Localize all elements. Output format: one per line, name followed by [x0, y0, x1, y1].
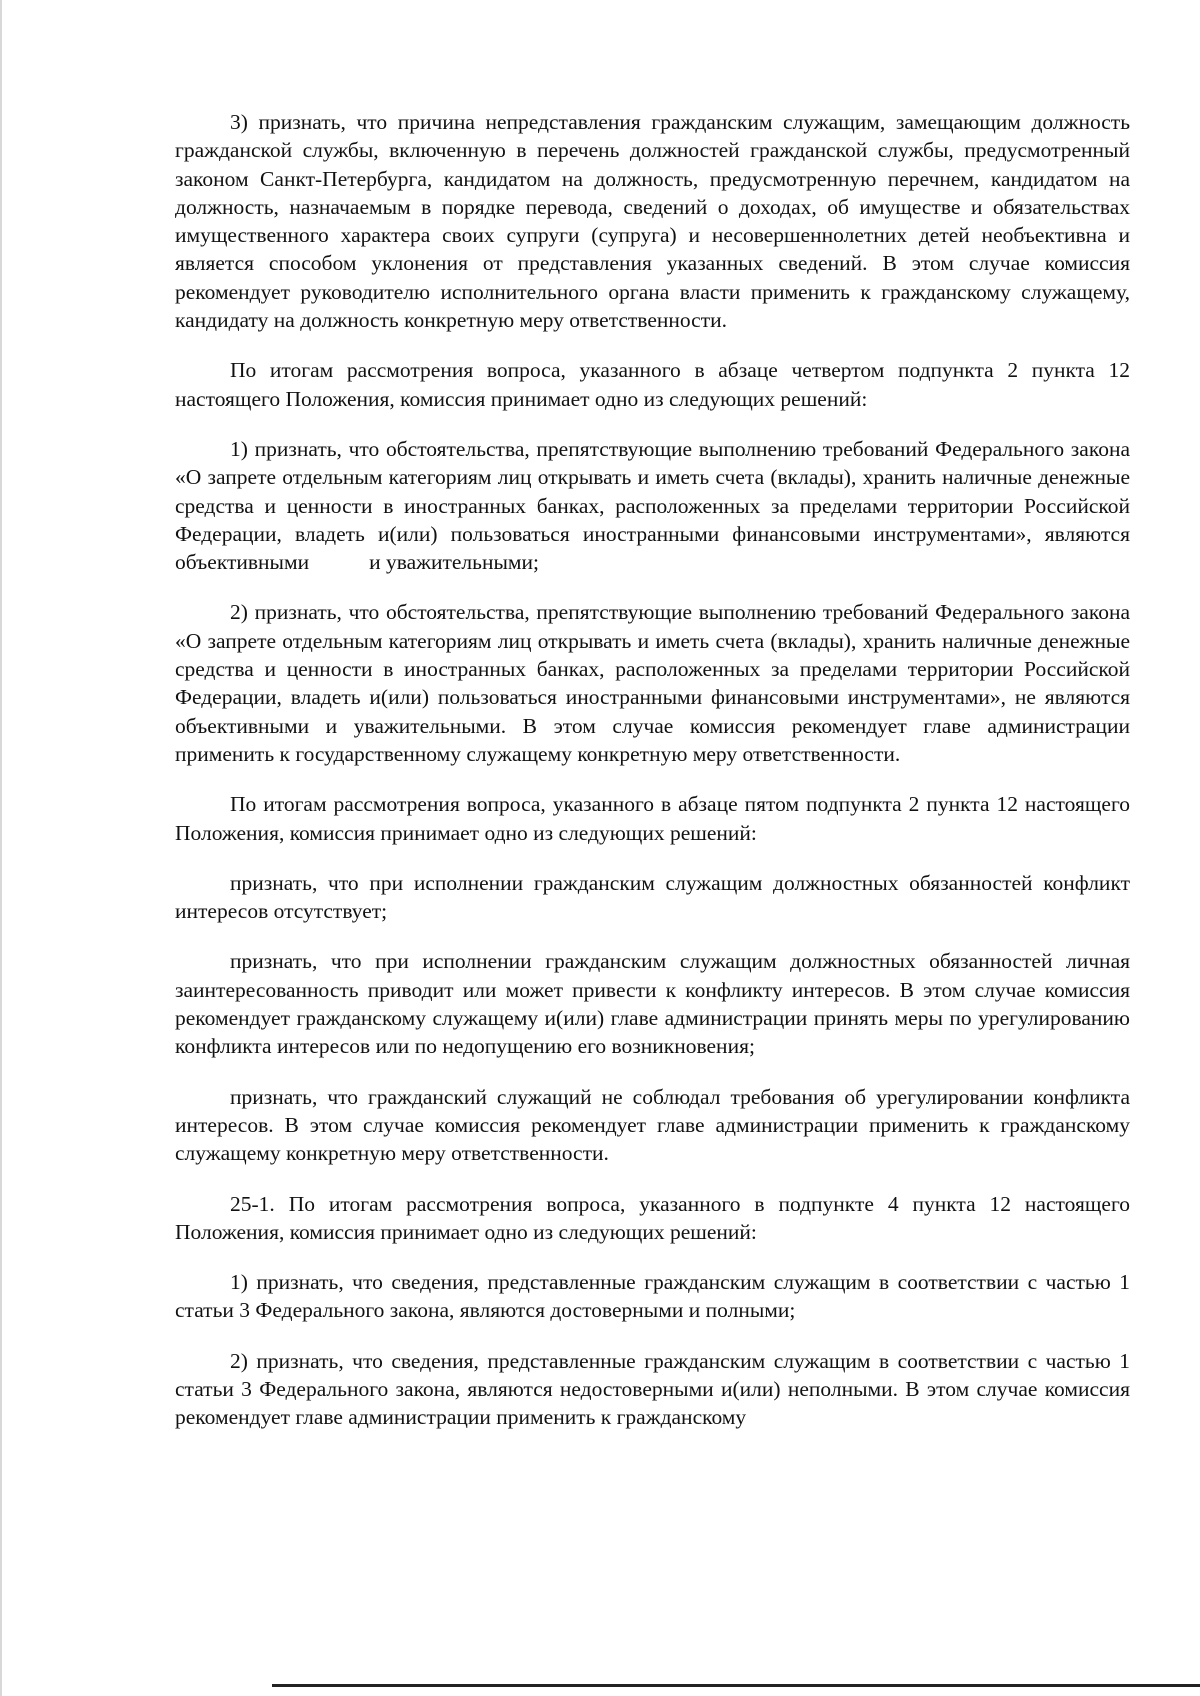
scan-bottom-rule — [272, 1684, 1200, 1687]
paragraph-no-conflict: признать, что при исполнении гражданским служащим должностных обязанностей конфликт интересов отсутствует; — [175, 870, 1130, 924]
paragraph-item-1-tail: и уважительными; — [369, 550, 540, 575]
document-page — [175, 108, 1130, 1454]
paragraph-item-3: 3) признать, что причина непредставления гражданским служащим, замещающим должность гражданской службы, включенную в перечень должностей гражданской службы, предусмотренный законом Санкт-Петербурга, кандидатом на должность, предусмотренную перечнем, кандидатом на должность, назначаемым в порядке перевода, сведений о доходах, об имуществе и обязательствах имущественного характера своих супруги (супруга) и несовершеннолетних детей необъективна и является способом уклонения от представления указанных сведений. В этом случае комиссия рекомендует руководителю исполнительного органа власти применить к гражданскому служащему, кандидату на должность конкретную меру ответственности. — [175, 110, 1130, 333]
paragraph-item-2-not-objective: 2) признать, что обстоятельства, препятствующие выполнению требований Федерального закона «О запрете отдельным категориям лиц открывать и иметь счета (вклады), хранить наличные денежные средства и ценности в иностранных банках, расположенных за пределами территории Российской Федерации, владеть и(или) пользоваться иностранными финансовыми инструментами», не являются объективными и уважительными. В этом случае комиссия рекомендует главе администрации применить к государственному служащему конкретную меру ответственности. — [175, 600, 1130, 766]
paragraph-25-1-intro: 25-1. По итогам рассмотрения вопроса, указанного в подпункте 4 пункта 12 настоящего Положения, комиссия принимает одно из следующих решений: — [175, 1191, 1130, 1244]
paragraph-decision-intro-4: По итогам рассмотрения вопроса, указанного в абзаце четвертом подпункта 2 пункта 12 настоящего Положения, комиссия принимает одно из следующих решений: — [175, 358, 1130, 411]
paragraph-25-1-item-2: 2) признать, что сведения, представленные гражданским служащим в соответствии с частью 1 статьи 3 Федерального закона, являются недостоверными и(или) неполными. В этом случае комиссия рекомендует главе администрации применить к гражданскому — [175, 1348, 1130, 1430]
paragraph-conflict-possible: признать, что при исполнении гражданским служащим должностных обязанностей личная заинтересованность приводит или может привести к конфликту интересов. В этом случае комиссия рекомендует гражданскому служащему и(или) главе администрации принять меры по урегулированию конфликта интересов или по недопущению его возникновения; — [175, 949, 1130, 1059]
paragraph-item-1-objective — [175, 435, 1130, 576]
paragraph-requirements-violated: признать, что гражданский служащий не соблюдал требования об урегулировании конфликта интересов. В этом случае комиссия рекомендует главе администрации применить к гражданскому служащему конкретную меру ответственности. — [175, 1084, 1130, 1166]
paragraph-25-1-item-1: 1) признать, что сведения, представленные гражданским служащим в соответствии с частью 1 статьи 3 Федерального закона, являются достоверными и полными; — [175, 1270, 1130, 1323]
scan-left-edge — [0, 0, 2, 1696]
paragraph-item-1-text: 1) признать, что обстоятельства, препятствующие выполнению требований Федерального закона «О запрете отдельным категориям лиц открывать и иметь счета (вклады), хранить наличные денежные средства и ценности в иностранных банках, расположенных за пределами территории Российской Федерации, владеть и(или) пользоваться иностранными финансовыми инструментами», являются объективными — [175, 436, 1130, 575]
paragraph-decision-intro-5: По итогам рассмотрения вопроса, указанного в абзаце пятом подпункта 2 пункта 12 настоящего Положения, комиссия принимает одно из следующих решений: — [175, 792, 1130, 845]
